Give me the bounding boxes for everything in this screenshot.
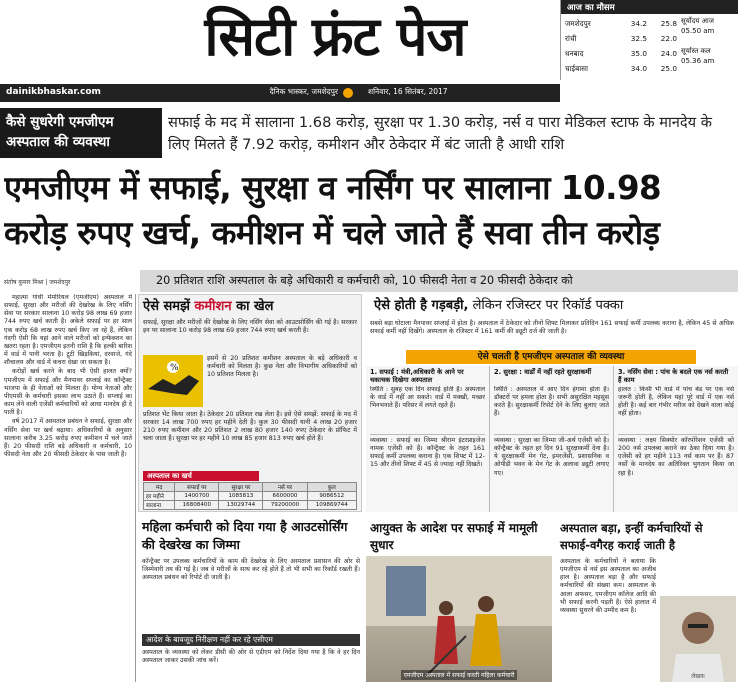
weather-row: धनबाद 35.0 24.0: [565, 49, 677, 58]
author-photo: [660, 596, 736, 682]
weather-row: रांची 32.5 22.0: [565, 34, 677, 43]
paper-name: दैनिक भास्कर, जमशेदपुर: [269, 87, 338, 96]
story-staff-sub: आदेश के बावजूद निरीक्षण नहीं कर रहे एसीएम: [142, 634, 360, 646]
commission-bottom: प्रतिशत भेंट किया जाता है। ठेकेदार 20 प्रतिशत रख लेता है। इसे ऐसे समझें: सफाई के मद में सरकार 14 लाख 700 रुपए हर महीने देती है। कुल 30 फीसदी यानी 4 लाख 20 हजार 210 रुपए कमीशन और 20 प्रतिशत 2 लाख 80 हजार 140 रुपए ठेकेदार के प्रॉफिट में चला जाता है। सुरक्षा पर हर महीने 10 लाख 85 हजार 813 रुपए खर्च होते हैं।: [143, 411, 357, 443]
fraud-intro: सबसे बड़ा घोटाला मैनपावर सप्लाई में होता है। अस्पताल में ठेकेदार को तीनों शिफ्ट मिलाकर प्रतिदिन 161 सफाई कर्मी उपलब्ध कराना है, लेकिन 45 से अधिक सफाई कर्मी नहीं दिखेंगे। अस्पताल के रजिस्टर में 161 कर्मी की ड्यूटी दर्ज की जाती है।: [370, 320, 734, 336]
lead-body: महात्मा गांधी मेमोरियल (एमजीएम) अस्पताल में सफाई, सुरक्षा और मरीजों की देखरेख के लिए नर्सिंग सेवा पर सरकार सालाना 10 करोड़ 98 लाख 69 हजार 744 रुपए खर्च करती है। अकेले सफाई पर हर साल एक करोड़ 68 लाख रुपए खर्च किए जा रहे हैं, लेकिन गंदगी ऐसी कि यहां आने वाले मरीजों को इन्फेक्शन का खतरा रहता है। एमजीएम इतनी राशि है कि हल्की बारिश में वार्ड में पानी भरता है। टूटी खिड़कियां, दरवाजे, गंदे शौचालय और वार्ड में कचरा देखा जा सकता है। करोड़ों खर्च करने के बाद भी ऐसी हालत क्यों? एमजीएम में सफाई और मैनपावर सप्लाई का कॉन्ट्रैक्ट भाजपा के ही नेताओं को मिलता है। योग्य नेताओं और पीएमसी के कर्मचारी इसका लाभ उठाते हैं। सप्लाई का काम लेने वाली एजेंसी कर्मचारियों को आधा मानदेय ही दे पाती है। वर्ष 2017 में अस्पताल प्रबंधन ने सफाई, सुरक्षा और नर्सिंग सेवा पर खर्च बढ़ाया। अधिकारियों के अनुसार सालाना करीब 3.25 करोड़ रुपए कमीशन में चले जाते हैं। 20 फीसदी राशि बड़े अधिकारी व कर्मचारी, 10 फीसदी नेता और 20 फीसदी ठेकेदार के पास जाती है।: [4, 294, 132, 458]
story-staff: [138, 516, 362, 682]
story-cleanup: [366, 516, 552, 682]
handshake-illustration: [143, 355, 203, 407]
svg-text:%: %: [170, 363, 179, 373]
expense-table-title: अस्पताल का खर्च: [143, 471, 259, 481]
commission-side: इसमें से 20 प्रतिशत कमीशन अस्पताल के बड़े अधिकारी व कर्मचारी को मिलता है। कुछ नेता और विभागीय अधिकारियों को 10 प्रतिशत मिलता है।: [207, 355, 357, 379]
story-staff-body: कॉन्ट्रैक्ट पर उपलब्ध कर्मचारियों के काम की देखरेख के लिए अस्पताल प्रशासन की ओर से जिम्मेवारी तय की गई है। जब वे मरीजों के साथ कर रहे होते हैं तो भी सभी का रिकॉर्ड रखती हैं। अस्पताल प्रबंधन को रिपोर्ट दी जाती है।: [142, 558, 360, 582]
lead-headline: एमजीएम में सफाई, सुरक्षा व नर्सिंग पर सालाना 10.98 करोड़ रुपए खर्च, कमीशन में चले जाते हैं सवा तीन करोड़: [4, 169, 662, 252]
edition-date: शनिवार, 16 सितंबर, 2017: [368, 87, 448, 96]
column-rule: [135, 294, 136, 682]
story-staff-body2: अस्पताल के व्यवस्था को लेकर डीसी की ओर से एडीएम को निर्देश दिया गया है कि वे हर दिन अस्पताल जाकर उसकी जांच करें।: [142, 649, 360, 665]
photo-caption: एमजीएम अस्पताल में सफाई करती महिला कर्मचारी: [401, 670, 518, 680]
story-hospital: [556, 516, 738, 682]
expense-table: मद सफाई पर सुरक्षा पर नर्स पर कुल हर महीने 1400700 1085813 6600000 9086512 सालाना 16808400 13029744 79200000 109869744: [143, 482, 357, 510]
system-col: 1. सफाई : मंत्री,अधिकारी के आने पर चकाचक दिखेगा अस्पताल स्थिति : सुबह एक दिन सफाई होती है। अस्पताल के वार्ड में नहीं आ सकते। वार्ड में मक्खी, मच्छर भिनभनाते हैं। परिसर में लगते रहते हैं। व्यवस्था : सफाई का जिम्मा श्रीराम इंटरप्राइजेज नामक एजेंसी को है। कॉन्ट्रैक्ट के तहत 161 सफाई कर्मी उपलब्ध कराना है। एक शिफ्ट में 12-15 और तीनों शिफ्ट में 45 से ज्यादा नहीं दिखते।: [366, 366, 490, 512]
sunset-time: 05.36 am: [681, 57, 715, 65]
table-row: हर महीने 1400700 1085813 6600000 9086512: [144, 492, 357, 501]
story-staff-headline: महिला कर्मचारी को दिया गया है आउटसोर्सिंग की देखरेख का जिम्मा: [142, 519, 348, 552]
sunrise-label: सूर्योदय आज: [681, 17, 714, 25]
system-grid: [366, 366, 738, 512]
system-col: 2. सुरक्षा : वार्डों में नहीं रहते सुरक्षाकर्मी स्थिति : अस्पताल में आए दिन हंगामा होता है। डॉक्टरों पर हमला होता है। सभी असुरक्षित महसूस करते हैं। सुरक्षाकर्मी रिपोर्ट देने के लिए बुलाए जाते हैं। व्यवस्था : सुरक्षा का जिम्मा जी-अर्थ एजेंसी को है। कॉन्ट्रैक्ट के तहत हर दिन 91 सुरक्षाकर्मी देना है। ये सुरक्षाकर्मी मेन गेट, इमरजेंसी, प्रशासनिक व ओपीडी भवन के मेन गेट के अलावा ड्यूटी लगाए गए।: [490, 366, 614, 512]
author-caption: लेखक: [691, 673, 705, 680]
story-hospital-headline: अस्पताल बड़ा, इन्हीं कर्मचारियों से सफाई-वगैरह कराई जाती है: [560, 521, 703, 552]
sun-times: [681, 16, 737, 78]
byline: संतोष कुमार मिश्रा | जमशेदपुर: [4, 279, 71, 286]
weather-table: [565, 16, 677, 78]
system-banner: ऐसे चलती है एमजीएम अस्पताल की व्यवस्था: [406, 350, 696, 364]
commission-box: [138, 294, 362, 512]
lead-tag: कैसे सुधरेगी एमजीएम अस्पताल की व्यवस्था: [0, 108, 162, 158]
commission-title: ऐसे समझें कमीशन का खेल: [143, 299, 274, 314]
weather-row: जमशेदपुर 34.2 25.8: [565, 19, 677, 28]
sunrise-time: 05.50 am: [681, 27, 715, 35]
cleaning-photo: [366, 556, 552, 682]
edition-sun-icon: [343, 88, 353, 98]
strap-text: 20 प्रतिशत राशि अस्पताल के बड़े अधिकारी व कर्मचारी को, 10 फीसदी नेता व 20 फीसदी ठेकेदार को: [156, 274, 573, 287]
masthead-title: सिटी फ्रंट पेज: [204, 5, 466, 68]
weather-box: [560, 0, 738, 80]
story-hospital-body: अस्पताल के कर्मचारियों ने बताया कि एमजीएम से नर्स इस अस्पताल का अजीब हाल है। अस्पताल बड़ा है और सफाई कर्मचारियों की संख्या कम। अस्पताल के आला अफसर, एमजीएम कॉलेज आदि की भी सफाई करनी पड़ती है। ऐसे हालात में व्यवस्था सुधरने की उम्मीद कम है।: [560, 558, 656, 614]
lead-deck: सफाई के मद में सालाना 1.68 करोड़, सुरक्षा पर 1.30 करोड़, नर्स व पारा मेडिकल स्टाफ के मानदेय के लिए मिलते हैं 7.92 करोड़, कमीशन और ठेकेदार में बंट जाती है आधी राशि: [168, 114, 712, 153]
sunset-label: सूर्यास्त कल: [681, 47, 711, 55]
fraud-box: [366, 294, 738, 512]
story-cleanup-headline: आयुक्त के आदेश पर सफाई में मामूली सुधार: [370, 521, 538, 552]
fraud-title: ऐसे होती है गड़बड़ी, लेकिन रजिस्टर पर रिकॉर्ड पक्का: [374, 298, 624, 313]
system-col: 3. नर्सिंग सेवा : पांच के बदले एक नर्स करती हैं काम हालत : किसी भी वार्ड में पांच बेड पर एक नर्स जरूरी होती है, लेकिन यहां पूरे वार्ड में एक नर्स होती है। कई बार गंभीर मरीज को देखने वाला कोई नहीं होता। व्यवस्था : लक्ष्य सिक्योर कॉरपोरेशन एजेंसी को 200 नर्स उपलब्ध कराने का ठेका दिया गया है। एजेंसी को हर महीने 113 नर्स काम पर हैं। 87 नर्सों के मानदेय का अतिरिक्त भुगतान किया जा रहा है।: [614, 366, 738, 512]
weather-row: चाईबासा 34.0 25.0: [565, 64, 677, 73]
weather-title: आज का मौसम: [561, 0, 738, 14]
commission-top: सफाई, सुरक्षा और मरीजों की देखरेख के लिए नर्सिंग सेवा को आउटसोर्सिंग की गई है। सरकार इन पर सालाना 10 करोड़ 98 लाख 69 हजार 744 रुपए खर्च करती है।: [143, 319, 357, 335]
site-url[interactable]: dainikbhaskar.com: [6, 87, 101, 97]
table-row: सालाना 16808400 13029744 79200000 109869744: [144, 501, 357, 510]
